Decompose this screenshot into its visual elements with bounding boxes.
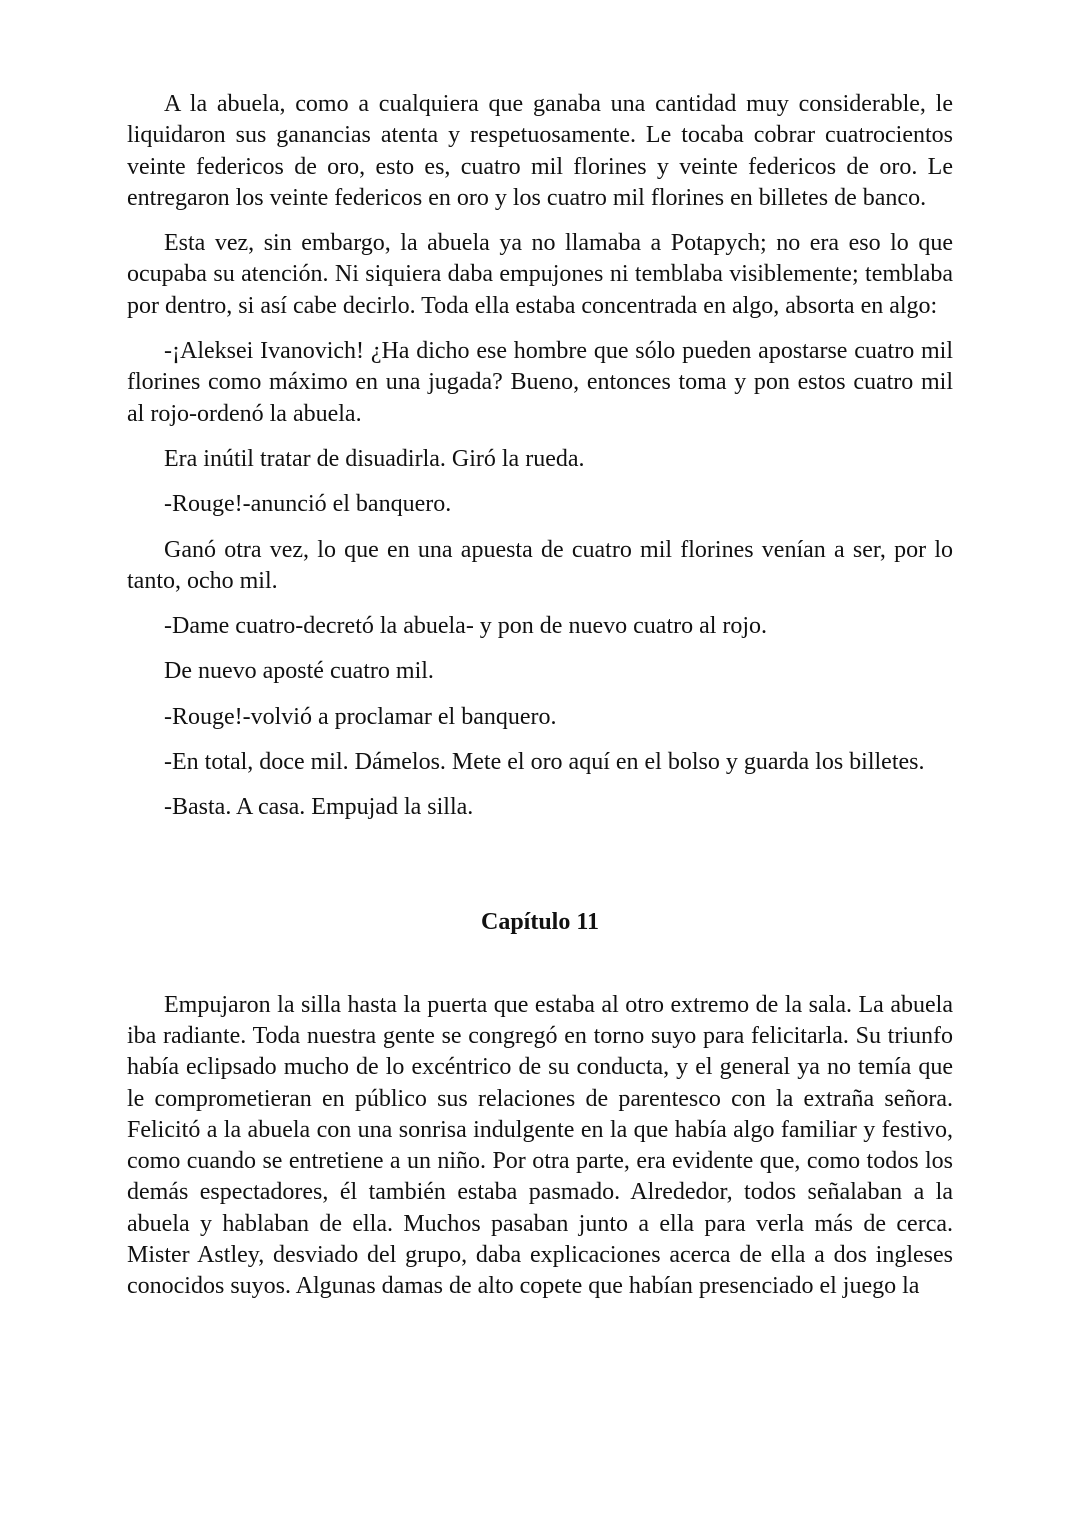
paragraph: -En total, doce mil. Dámelos. Mete el oro aquí en el bolso y guarda los billetes. [164, 749, 925, 776]
chapter-title: Capítulo 11 [480, 908, 600, 935]
paragraph: Era inútil tratar de disuadirla. Giró la rueda. [164, 445, 585, 472]
paragraph: Empujaron la silla hasta la puerta que estaba al otro extremo de la sala. La abuela iba radiante. Toda nuestra gente se congregó en torno suyo para felicitarla. Su triunfo había eclipsado mucho de lo excéntrico de su conducta, y el general ya no temía que le comprometieran en público sus relaciones de parentesco con la extraña señora. Felicitó a la abuela con una sonrisa indulgente en la que había algo familiar y festivo, como cuando se entretiene a un niño. Por otra parte, era evidente que, como todos los demás espectadores, él también estaba pasmado. Alrededor, todos señalaban a la abuela y hablaban de ella. Muchos pasaban junto a ella para verla más de cerca. Mister Astley, desviado del grupo, daba explicaciones acerca de ella a dos ingleses conocidos suyos. Algunas damas de alto copete que habían presenciado el juego la [127, 991, 953, 1300]
paragraph: Ganó otra vez, lo que en una apuesta de cuatro mil florines venían a ser, por lo tanto, ocho mil. [127, 536, 953, 594]
paragraph: -Rouge!-anunció el banquero. [164, 491, 452, 518]
paragraph: Esta vez, sin embargo, la abuela ya no llamaba a Potapych; no era eso lo que ocupaba su atención. Ni siquiera daba empujones ni temblaba visiblemente; temblaba por dentro, si así cabe decirlo. Toda ella estaba concentrada en algo, absorta en algo: [127, 230, 953, 319]
paragraph: De nuevo aposté cuatro mil. [164, 658, 434, 685]
paragraph: -¡Aleksei Ivanovich! ¿Ha dicho ese hombre que sólo pueden apostarse cuatro mil florines como máximo en una jugada? Bueno, entonces toma y pon estos cuatro mil al rojo-ordenó la abuela. [127, 338, 953, 427]
paragraph: -Basta. A casa. Empujad la silla. [164, 794, 474, 821]
paragraph: -Rouge!-volvió a proclamar el banquero. [164, 703, 557, 730]
paragraph: A la abuela, como a cualquiera que ganaba una cantidad muy considerable, le liquidaron sus ganancias atenta y respetuosamente. Le tocaba cobrar cuatrocientos veinte federicos de oro, esto es, cuatro mil florines y veinte federicos de oro. Le entregaron los veinte federicos en oro y los cuatro mil florines en billetes de banco. [127, 91, 953, 211]
document-page [127, 89, 953, 1317]
paragraph: -Dame cuatro-decretó la abuela- y pon de nuevo cuatro al rojo. [164, 613, 768, 640]
